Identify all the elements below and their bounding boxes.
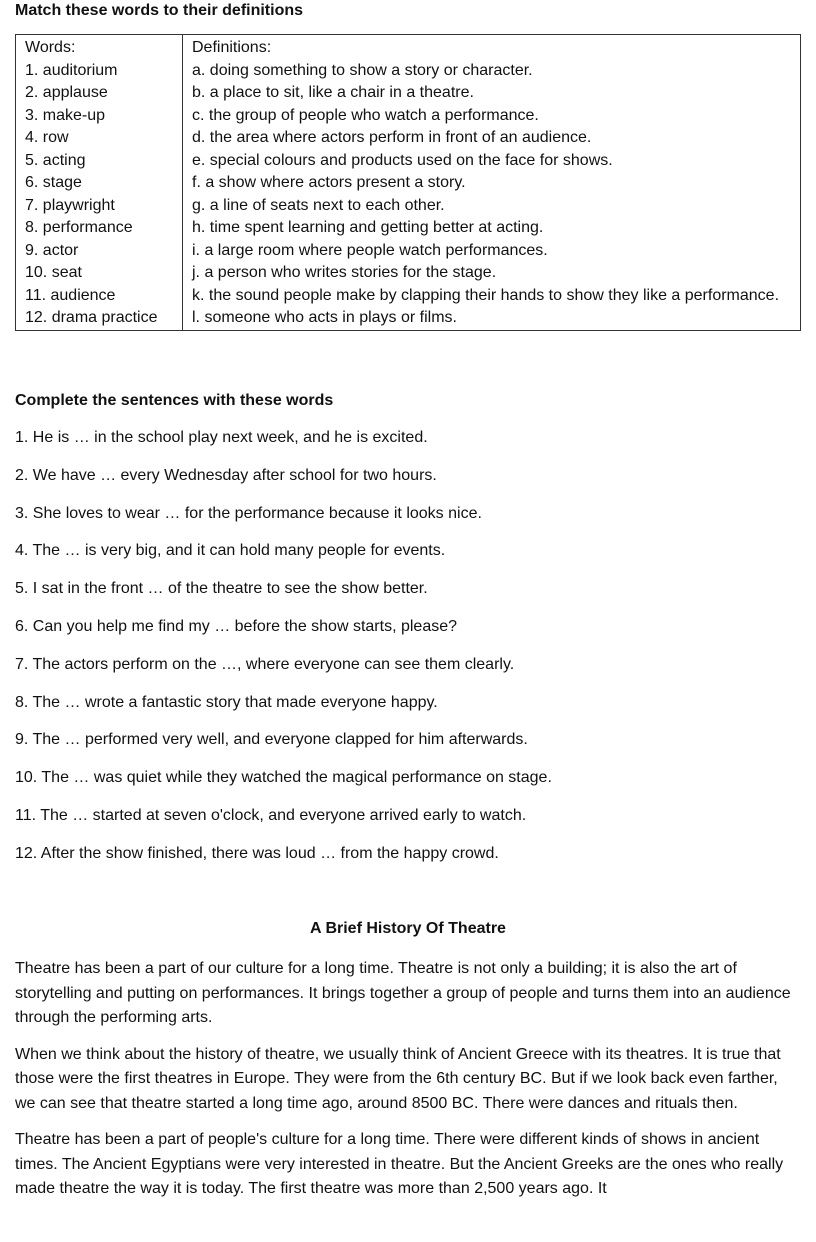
- word-item: 4. row: [25, 129, 69, 146]
- sentence-item: 12. After the show finished, there was loud … from the happy crowd.: [15, 844, 499, 862]
- sentence-item: 9. The … performed very well, and everyone clapped for him afterwards.: [15, 731, 528, 749]
- history-paragraph: Theatre has been a part of our culture for a long time. Theatre is not only a building; it is also the art of storytelling and putting on performances. It brings together a group of people and turns them into an audience through the performing arts.: [15, 960, 791, 1026]
- sentence-list: [15, 428, 801, 882]
- definition-item: i. a large room where people watch performances.: [192, 241, 548, 259]
- definition-item: l. someone who acts in plays or films.: [192, 309, 457, 326]
- word-item: 12. drama practice: [25, 309, 158, 326]
- sentence-item: 6. Can you help me find my … before the show starts, please?: [15, 617, 458, 635]
- definition-item: d. the area where actors perform in front of an audience.: [192, 129, 592, 146]
- history-paragraph: Theatre has been a part of people's culture for a long time. There were different kinds of shows in ancient times. The Ancient Egyptians were very interested in theatre. But the Ancient Greeks are the ones who really made theatre the way it is today. The first theatre was more than 2,500 years ago. It: [15, 1131, 784, 1197]
- definition-item: k. the sound people make by clapping their hands to show they like a performance.: [192, 286, 780, 304]
- word-item: 5. acting: [25, 151, 86, 169]
- sentence-item: 3. She loves to wear … for the performance because it looks nice.: [15, 504, 482, 522]
- definitions-header: Definitions:: [192, 39, 272, 56]
- definition-item: a. doing something to show a story or character.: [192, 61, 533, 79]
- definition-item: g. a line of seats next to each other.: [192, 196, 445, 214]
- history-title: A Brief History Of Theatre: [310, 920, 506, 937]
- definition-item: c. the group of people who watch a performance.: [192, 106, 539, 124]
- definitions-column: [183, 35, 801, 331]
- word-item: 9. actor: [25, 241, 79, 259]
- sentence-item: 10. The … was quiet while they watched the magical performance on stage.: [15, 769, 552, 787]
- sentence-item: 7. The actors perform on the …, where everyone can see them clearly.: [15, 655, 515, 673]
- words-header: Words:: [25, 39, 76, 56]
- definition-item: f. a show where actors present a story.: [192, 174, 466, 191]
- definition-item: h. time spent learning and getting better at acting.: [192, 219, 544, 236]
- sentence-item: 2. We have … every Wednesday after school for two hours.: [15, 466, 437, 484]
- word-item: 6. stage: [25, 174, 82, 191]
- word-item: 2. applause: [25, 84, 108, 101]
- sentence-item: 4. The … is very big, and it can hold many people for events.: [15, 542, 446, 560]
- sentence-item: 11. The … started at seven o'clock, and everyone arrived early to watch.: [15, 806, 527, 824]
- definition-item: b. a place to sit, like a chair in a theatre.: [192, 84, 474, 101]
- history-paragraph: When we think about the history of theatre, we usually think of Ancient Greece with its theatres. It is true that those were the first theatres in Europe. They were from the 6th century BC. But if we look back even farther, we can see that theatre started a long time ago, around 8500 BC. There were dances and rituals then.: [15, 1045, 781, 1112]
- sentence-item: 5. I sat in the front … of the theatre to see the show better.: [15, 580, 428, 598]
- matching-heading: Match these words to their definitions: [15, 2, 304, 19]
- sentences-heading: Complete the sentences with these words: [15, 392, 334, 409]
- word-item: 3. make-up: [25, 106, 106, 124]
- history-text: [15, 957, 801, 1214]
- word-item: 10. seat: [25, 264, 82, 281]
- word-item: 7. playwright: [25, 196, 115, 214]
- word-item: 8. performance: [25, 219, 133, 236]
- word-item: 1. auditorium: [25, 61, 118, 79]
- word-item: 11. audience: [25, 286, 116, 304]
- definition-item: e. special colours and products used on the face for shows.: [192, 151, 613, 169]
- sentence-item: 8. The … wrote a fantastic story that made everyone happy.: [15, 693, 438, 711]
- definition-item: j. a person who writes stories for the stage.: [192, 264, 497, 281]
- matching-table: [15, 34, 801, 331]
- words-column: [16, 35, 183, 331]
- sentence-item: 1. He is … in the school play next week, and he is excited.: [15, 429, 428, 446]
